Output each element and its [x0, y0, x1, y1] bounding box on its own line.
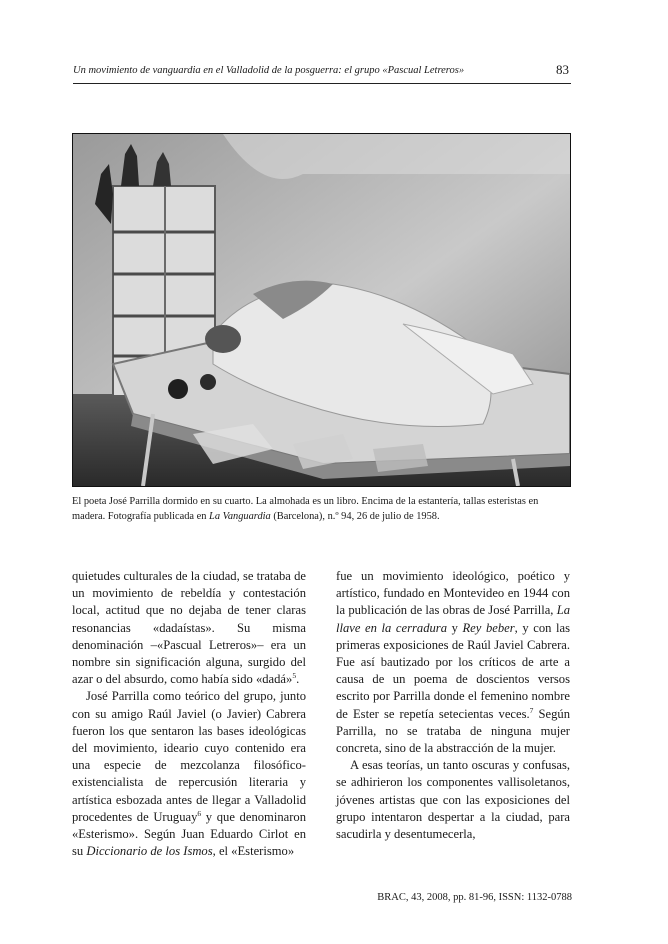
paragraph-text: Según Parrilla, no se trataba de ninguna mujer concreta, sino de la abstracción de la mujer.	[336, 706, 570, 756]
paragraph-text: , el «Esterismo»	[212, 844, 295, 859]
header-rule	[73, 83, 571, 84]
running-header	[73, 62, 571, 82]
footnote-ref: 6	[197, 808, 202, 818]
paragraph-text: José Parrilla como teórico del grupo, junto con su amigo Raúl Javiel (o Javier) Cabrera fueron los que sentaron las bases ideológicas del movimiento, ideario cuyo contenido era una especie de mezcolanza filosófico-existencialista de repercusión literaria y artística esbozada antes de llegar a Valladolid procedentes de Uruguay	[72, 689, 306, 824]
caption-line-1: El poeta José Parrilla dormido en su cuarto. La almohada es un libro. Encima de la estantería, tallas esteristas en	[72, 496, 539, 507]
paragraph: A esas teorías, un tanto oscuras y confusas, se adhirieron los componentes vallisoletanos, jóvenes artistas que con las exposiciones del grupo intentaron despertar a la ciudad, para sacudirla y desentumecerla,	[336, 758, 570, 842]
journal-citation: BRAC, 43, 2008, pp. 81-96, ISSN: 1132-0788	[377, 892, 572, 903]
running-title: Un movimiento de vanguardia en el Valladolid de la posguerra: el grupo «Pascual Letreros»	[73, 65, 465, 76]
paragraph	[72, 568, 306, 688]
footnote-ref: 5	[292, 671, 297, 681]
page-number: 83	[556, 62, 569, 77]
paragraph	[336, 568, 570, 757]
caption-text: madera. Fotografía publicada en	[72, 511, 210, 522]
paragraph-text: y	[447, 620, 463, 635]
right-column	[336, 568, 570, 843]
paragraph	[72, 688, 306, 860]
photograph-illustration	[73, 134, 570, 486]
book-title: La llave en la cerradura	[336, 603, 570, 635]
figure-caption	[72, 494, 572, 524]
footnote-ref: 7	[529, 705, 534, 715]
book-title: Rey beber	[462, 620, 515, 635]
paragraph-text: .	[296, 672, 300, 687]
caption-line-2	[72, 511, 440, 522]
caption-source: La Vanguardia	[209, 511, 271, 522]
paragraph-text: y que denominaron «Esterismo». Según Juan Eduardo Cirlot en su	[72, 809, 307, 859]
paragraph-text: , y con las primeras exposiciones de Raúl Javiel Cabrera. Fue así bautizado por los críticos de arte a causa de un poema de doscientos versos escrito por Parrilla donde el femenino nombre de Ester se repetía setecientas veces.	[336, 620, 571, 721]
caption-text: (Barcelona), n.º 94, 26 de julio de 1958.	[270, 511, 440, 522]
paragraph-text: quietudes culturales de la ciudad, se trataba de un movimiento de rebeldía y contestación local, actitud que no dejaba de tener claras resonancias «dadaístas». Su misma denominación –«Pascual Letreros»– era un nombre sin significación alguna, surgido del azar o del absurdo, como había sido «dadá»	[72, 569, 306, 687]
photograph	[72, 133, 571, 487]
paragraph-text: fue un movimiento ideológico, poético y artístico, fundado en Montevideo en 1944 con la publicación de las obras de José Parrilla,	[336, 569, 570, 618]
left-column	[72, 568, 306, 860]
book-title: Diccionario de los Ismos	[86, 844, 213, 859]
